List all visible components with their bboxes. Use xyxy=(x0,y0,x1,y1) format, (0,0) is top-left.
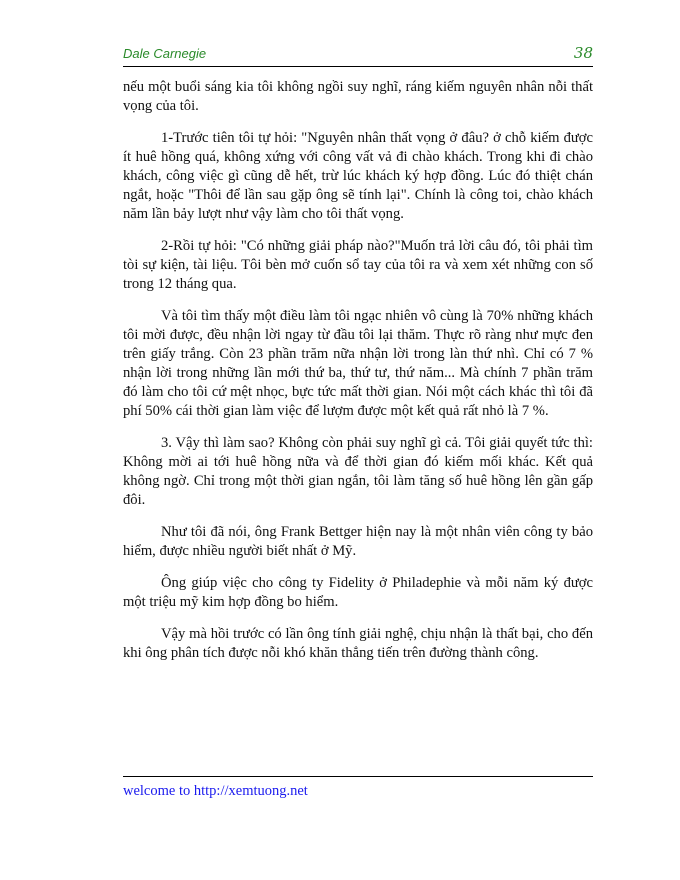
paragraph: Như tôi đã nói, ông Frank Bettger hiện nay là một nhân viên công ty bảo hiểm, được nhiều người biết nhất ở Mỹ. xyxy=(123,524,593,559)
paragraph: nếu một buổi sáng kia tôi không ngồi suy nghĩ, ráng kiếm nguyên nhân nỗi thất vọng của tôi. xyxy=(123,79,593,114)
footer-website-link[interactable]: welcome to http://xemtuong.net xyxy=(123,783,308,799)
footer-divider xyxy=(123,776,593,777)
paragraph: Ông giúp việc cho công ty Fidelity ở Philadephie và mỗi năm ký được một triệu mỹ kim hợp đồng bo hiểm. xyxy=(123,575,593,610)
paragraph: Vậy mà hồi trước có lần ông tính giải nghệ, chịu nhận là thất bại, cho đến khi ông phân tích được nỗi khó khăn thẳng tiến trên đường thành công. xyxy=(123,626,593,661)
body-text xyxy=(123,78,593,676)
paragraph: 1-Trước tiên tôi tự hỏi: "Nguyên nhân thất vọng ở đâu? ở chỗ kiếm được ít huê hồng quá, không xứng với công vất vả đi chào khách. Trong khi đi chào khách, công việc gì cũng dễ hết, trừ lúc khách ký hợp đồng. Lúc đó thiệt chán ngắt, hoặc "Thôi để lần sau gặp ông sẽ tính lại". Chính là công toi, chào khách năm lần bảy lượt như vậy làm cho tôi thất vọng. xyxy=(123,130,593,222)
header-page-number: 38 xyxy=(573,44,593,62)
paragraph: 3. Vậy thì làm sao? Không còn phải suy nghĩ gì cả. Tôi giải quyết tức thì: Không mời ai tới huê hồng nữa và để thời gian đó kiếm mối khác. Kết quả không ngờ. Chỉ trong một thời gian ngắn, tôi làm tăng số huê hồng lên gần gấp đôi. xyxy=(123,435,593,508)
header-author: Dale Carnegie xyxy=(123,46,207,61)
page-header xyxy=(123,44,593,67)
paragraph: 2-Rồi tự hỏi: "Có những giải pháp nào?"Muốn trả lời câu đó, tôi phải tìm tòi sự kiện, tài liệu. Tôi bèn mở cuốn sổ tay của tôi ra và xem xét những con số trong 12 tháng qua. xyxy=(123,238,593,292)
paragraph: Và tôi tìm thấy một điều làm tôi ngạc nhiên vô cùng là 70% những khách tôi mời được, đều nhận lời ngay từ đầu tôi lại thăm. Thực rõ ràng như mực đen trên giấy trắng. Còn 23 phần trăm nữa nhận lời trong làn thứ nhì. Chỉ có 7 % nhận lời trong những lần mới thứ ba, thứ tư, thứ năm... Mà chính 7 phần trăm đó làm cho tôi cứ mệt nhọc, bực tức mất thời gian. Nói một cách khác thì tôi đã phí 50% cái thời gian làm việc để lượm được một kết quả rất nhỏ là 7 %. xyxy=(123,308,593,419)
